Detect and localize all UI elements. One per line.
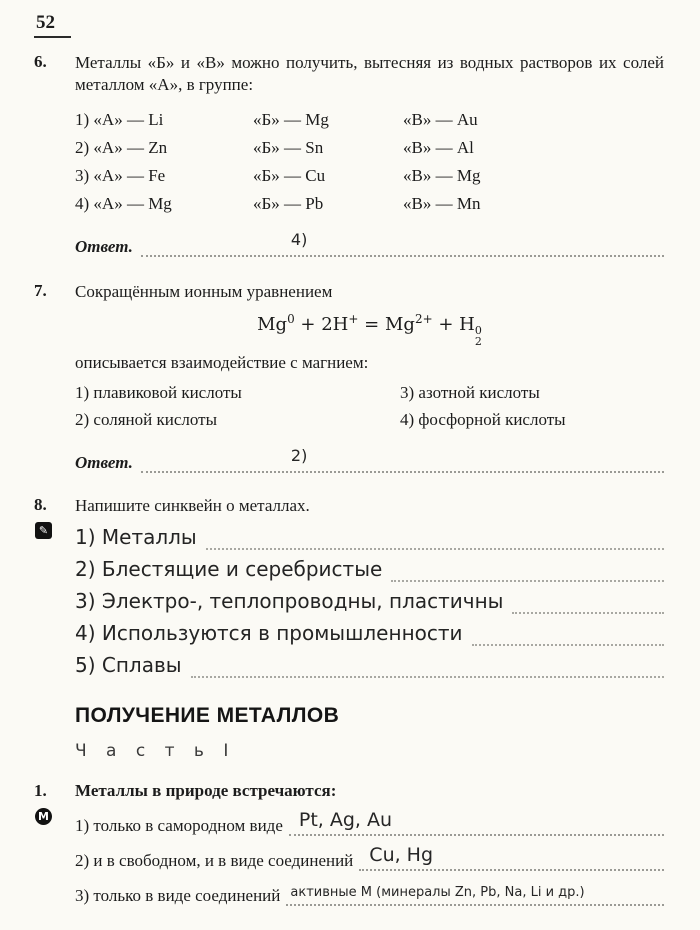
cinquain-line-4 <box>75 621 664 646</box>
question-7-margin <box>34 281 75 473</box>
eq-sub: 2 <box>474 334 482 348</box>
option-b2: «Б» — Sn <box>253 137 324 157</box>
handwritten-line: 5) Сплавы <box>75 652 182 677</box>
question-7-intro: Сокращённым ионным уравнением <box>75 281 333 301</box>
eq-part: + H <box>432 314 475 336</box>
answer-dotted-line <box>141 446 664 473</box>
handwritten-line: 3) Электро-, теплопроводны, пластичны <box>75 588 504 613</box>
section-subtitle-handwritten: Ч а с т ь I <box>75 740 236 761</box>
dotted-line <box>391 562 664 582</box>
handwritten-line: 4) Используются в промышленности <box>75 620 463 645</box>
dotted-line <box>206 530 664 550</box>
dotted-line <box>512 594 664 614</box>
question-1-item-3 <box>75 879 664 906</box>
eq-part: = Mg <box>358 314 415 336</box>
option-b1: «Б» — Mg <box>253 109 329 129</box>
dotted-line <box>289 808 664 836</box>
question-1-text: Металлы в природе встречаются: <box>75 780 337 800</box>
option-a4: 4) «А» — Mg <box>75 193 172 213</box>
option-b3: «Б» — Cu <box>253 165 326 185</box>
question-8-text: Напишите синквейн о металлах. <box>75 496 310 516</box>
cinquain-line-2 <box>75 557 664 582</box>
item-label: 1) только в самородном виде <box>75 815 283 835</box>
question-8-margin <box>34 495 75 677</box>
question-8 <box>34 495 664 677</box>
option-v1: «В» — Au <box>403 109 478 129</box>
section-title: ПОЛУЧЕНИЕ МЕТАЛЛОВ <box>75 703 340 727</box>
metals-task-icon <box>35 808 52 825</box>
question-6-margin <box>34 52 75 257</box>
handwritten-answer: Cu, Hg <box>369 843 434 866</box>
question-6-answer-row <box>75 230 664 257</box>
question-1-number: 1. <box>34 780 47 800</box>
eq-sup: 0 <box>474 323 482 337</box>
metals-task-icon-glyph: М <box>38 809 49 823</box>
option-v2: «В» — Al <box>403 137 474 157</box>
option-4: 4) фосфорной кислоты <box>400 410 566 430</box>
question-7 <box>34 281 664 473</box>
question-6-handwritten-answer: 4) <box>290 229 308 249</box>
handwritten-answer: Pt, Ag, Au <box>298 808 393 831</box>
option-1: 1) плавиковой кислоты <box>75 383 242 403</box>
dotted-line <box>472 626 664 646</box>
answer-label: Ответ. <box>75 236 133 256</box>
answer-dotted-line <box>141 229 664 257</box>
eq-sub-sup-stack <box>475 325 482 347</box>
question-1-item-1 <box>75 809 664 836</box>
pen-task-icon <box>35 522 52 539</box>
cinquain-line-5 <box>75 653 664 678</box>
question-6-number: 6. <box>34 52 47 71</box>
item-label: 3) только в виде соединений <box>75 885 281 905</box>
eq-part: Mg <box>257 314 288 336</box>
question-7-text: описывается взаимодействие с магнием: <box>75 352 369 372</box>
question-1-margin <box>34 781 75 906</box>
handwritten-answer: активные M (минералы Zn, Pb, Na, Li и др.) <box>290 884 585 900</box>
handwritten-line: 2) Блестящие и серебристые <box>75 556 383 581</box>
eq-part: + 2H <box>294 314 349 336</box>
question-1 <box>34 781 664 906</box>
question-6 <box>34 52 664 257</box>
question-6-text: Металлы «Б» и «В» можно получить, вытесняя из водных растворов их солей металлом «А», в группе: <box>75 53 664 95</box>
option-a1: 1) «А» — Li <box>75 109 164 129</box>
question-6-options <box>75 110 664 214</box>
cinquain-line-3 <box>75 589 664 614</box>
option-a2: 2) «А» — Zn <box>75 137 168 157</box>
option-2: 2) соляной кислоты <box>75 410 217 430</box>
option-v3: «В» — Mg <box>403 165 481 185</box>
dotted-line <box>286 883 664 906</box>
option-v4: «В» — Mn <box>403 193 481 213</box>
option-a3: 3) «А» — Fe <box>75 165 166 185</box>
ionic-equation <box>75 312 664 347</box>
eq-sup: + <box>348 312 359 327</box>
question-7-handwritten-answer: 2) <box>290 446 308 466</box>
item-label: 2) и в свободном, и в виде соединений <box>75 850 354 870</box>
handwritten-line: 1) Металлы <box>75 524 197 549</box>
question-7-options <box>75 383 664 430</box>
question-7-answer-row <box>75 446 664 473</box>
dotted-line <box>359 843 664 871</box>
option-3: 3) азотной кислоты <box>400 383 540 403</box>
question-1-item-2 <box>75 844 664 871</box>
pen-task-icon-glyph: ✎ <box>38 524 49 538</box>
question-7-number: 7. <box>34 280 47 300</box>
cinquain-line-1 <box>75 525 664 550</box>
eq-sup: 2+ <box>414 312 433 327</box>
answer-label: Ответ. <box>75 453 133 473</box>
dotted-line <box>191 658 664 678</box>
eq-sup: 0 <box>287 312 295 327</box>
option-b4: «Б» — Pb <box>253 193 324 213</box>
question-8-number: 8. <box>34 495 47 515</box>
page-number: 52 <box>34 12 71 38</box>
